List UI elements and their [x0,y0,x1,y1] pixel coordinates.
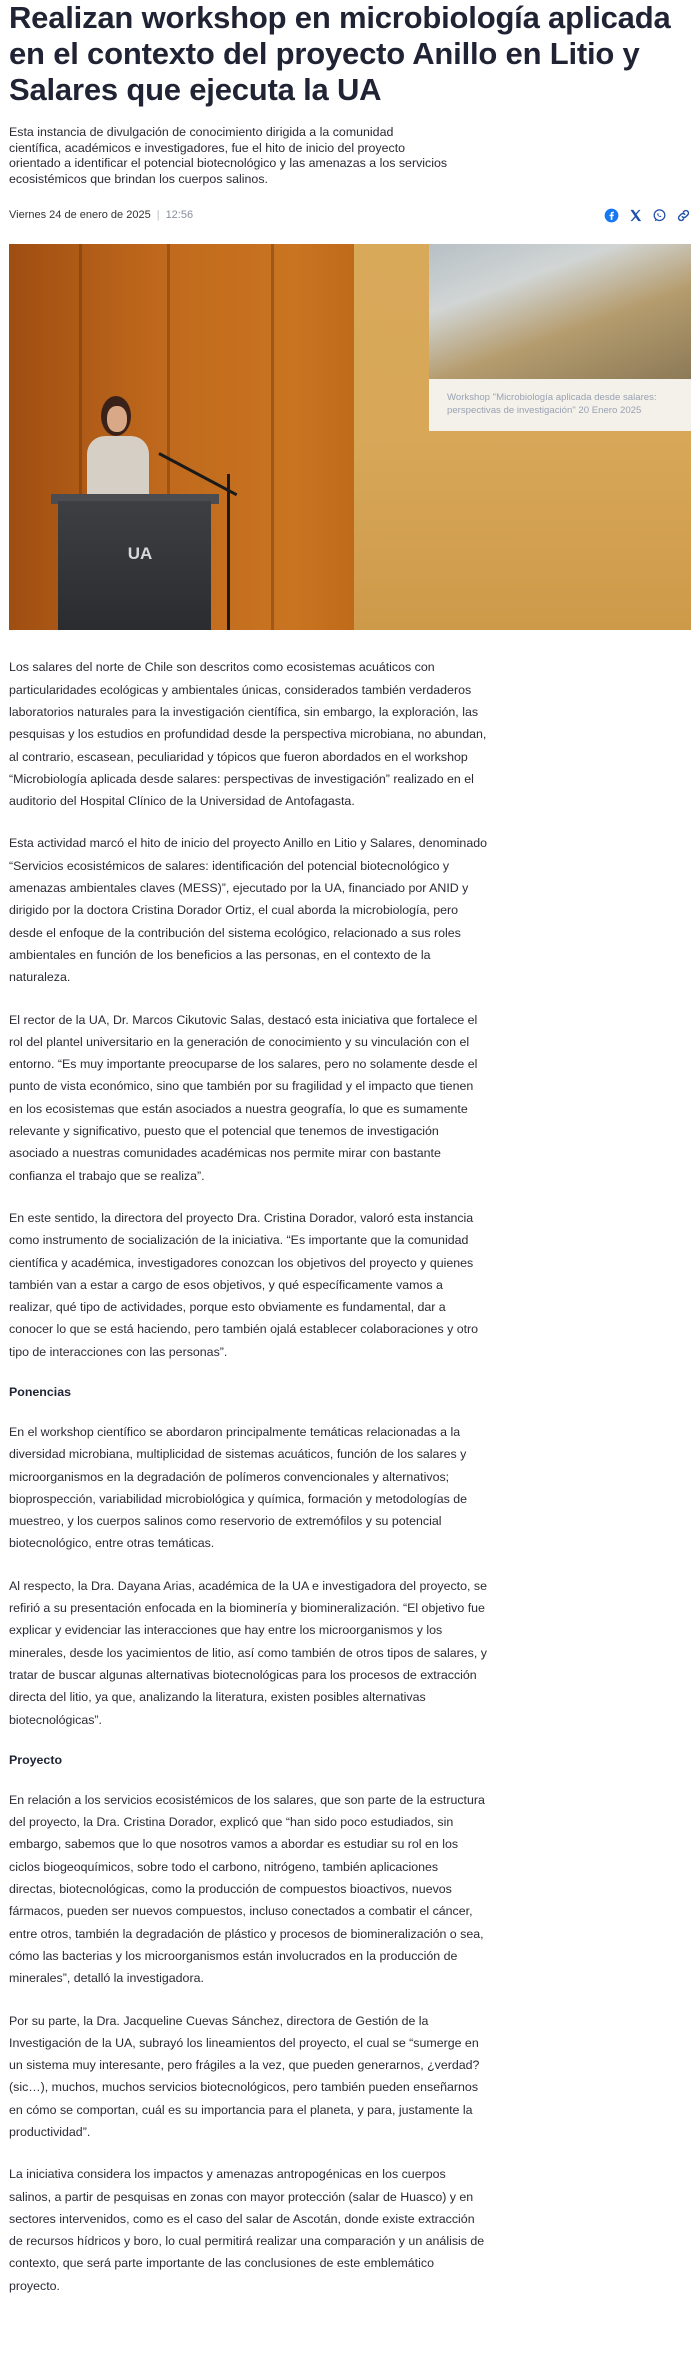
microphone-stand [227,474,230,630]
x-icon[interactable] [627,207,643,223]
share-bar [603,207,691,223]
section-heading: Proyecto [9,1752,63,1767]
slide-image [429,244,691,379]
article-lead: Esta instancia de divulgación de conocimiento dirigida a la comunidad científica, académicos e investigadores, fue el hito de inicio del proyecto orientado a identificar el potencial biotecnológico y las amenazas a los servicios ecosistémicos que brindan los cuerpos salinos. [9,125,448,186]
body-paragraph: El rector de la UA, Dr. Marcos Cikutovic Salas, destacó esta iniciativa que fortalece el rol del plantel universitario en la generación de conocimiento y su vinculación con el entorno. “Es muy importante preocuparse de los salares, pero no solamente desde el punto de vista económico, sino que también por su fragilidad y el impacto que tienen en los ecosistemas que están asociados a nuestra geografía, lo que es sumamente relevante y significativo, puesto que el potencial que tenemos de investigación asociado a nuestras comunidades académicas nos permite mirar con bastante confianza el trabajo que se realiza”. [9,1012,478,1183]
link-icon[interactable] [675,207,691,223]
article-meta [9,209,193,221]
body-paragraph: En el workshop científico se abordaron principalmente temáticas relacionadas a la diversidad microbiana, multiplicidad de sistemas acuáticos, función de los salares y microorganismos en la degradación de polímeros convencionales y alternativos; bioprospección, variabilidad microbiológica y química, formación y metodologías de muestreo, y los cuerpos salinos como reservorio de extremófilos y su potencial biotecnológico, entre otras temáticas. [9,1424,467,1551]
body-paragraph: La iniciativa considera los impactos y amenazas antropogénicas en los cuerpos salinos, a partir de pesquisas en zonas con mayor protección (salar de Huasco) y en sectores intervenidos, como es el caso del salar de Ascotán, donde existe extracción de recursos hídricos y boro, lo cual permitirá realizar una comparación y un análisis de contexto, que será parte importante de las conclusiones de este emblemático proyecto. [9,2167,485,2293]
meta-separator: | [156,209,160,222]
article-time: 12:56 [165,209,194,222]
slide-caption: Workshop "Microbiología aplicada desde salares: perspectivas de investigación" 20 Enero 2025 [429,379,691,431]
meta-row [9,207,691,223]
facebook-icon[interactable] [603,207,619,223]
whatsapp-icon[interactable] [651,207,667,223]
body-paragraph: Por su parte, la Dra. Jacqueline Cuevas Sánchez, directora de Gestión de la Investigación de la UA, subrayó los lineamientos del proyecto, el cual se “sumerge en un sistema muy interesante, pero frágiles a la vez, que pueden generarnos, ¿verdad? (sic…), muchos, muchos servicios biotecnológicos, pero también pueden enseñarnos en cómo se comportan, cuál es su importancia para el planeta, y para, justamente la productividad”. [9,2013,480,2139]
section-heading: Ponencias [9,1384,71,1399]
article-date: Viernes 24 de enero de 2025 [9,209,151,222]
body-paragraph: En relación a los servicios ecosistémicos de los salares, que son parte de la estructura del proyecto, la Dra. Cristina Dorador, explicó que “han sido poco estudiados, sin embargo, sabemos que lo que nosotros vamos a abordar es estudiar su rol en los ciclos biogeoquímicos, sobre todo el carbono, nitrógeno, también aplicaciones directas, biotecnológicas, como la producción de compuestos bioactivos, nuevos fármacos, pueden ser nuevos compuestos, incluso conectados a combatir el cáncer, entre otros, también la degradación de plástico y procesos de biomineralización o sea, cómo las bacterias y los microorganismos están involucrados en la producción de minerales”, detalló la investigadora. [9,1792,485,1986]
speaker-body [87,436,149,502]
body-paragraph: En este sentido, la directora del proyecto Dra. Cristina Dorador, valoró esta instancia como instrumento de socialización de la iniciativa. “Es importante que la comunidad científica y académica, investigadores conozcan los objetivos del proyecto y quienes también van a estar a cargo de esos objetivos, y qué específicamente vamos a realizar, qué tipo de actividades, porque esto obviamente es fundamental, dar a conocer lo que se está haciendo, pero también ojalá establecer colaboraciones y otro tipo de interacciones con las personas”. [9,1210,479,1359]
body-paragraph: Los salares del norte de Chile son descritos como ecosistemas acuáticos con particularidades ecológicas y ambientales únicas, considerados también verdaderos laboratorios naturales para la investigación científica, sin embargo, la exploración, las pesquisas y los estudios en profundidad desde la perspectiva microbiana, no abundan, al contrario, escasean, peculiaridad y tópicos que fueron abordados en el workshop “Microbiología aplicada desde salares: perspectivas de investigación” realizado en el auditorio del Hospital Clínico de la Universidad de Antofagasta. [9,660,487,809]
article-photo [9,244,691,630]
wall-panel-line [271,244,274,630]
article-body [9,656,487,2297]
body-paragraph: Al respecto, la Dra. Dayana Arias, académica de la UA e investigadora del proyecto, se refirió a su presentación enfocada en la biominería y biomineralización. “El objetivo fue explicar y evidenciar las interacciones que hay entre los microorganismos y los minerales, desde los yacimientos de litio, así como también de otros tipos de salares, y tratar de buscar algunas alternativas biotecnológicas para los procesos de extracción directa del litio, ya que, analizando la literatura, existen posibles alternativas biotecnológicas”. [9,1578,487,1727]
body-paragraph: Esta actividad marcó el hito de inicio del proyecto Anillo en Litio y Salares, denominado “Servicios ecosistémicos de salares: identificación del potencial biotecnológico y amenazas ambientales claves (MESS)”, ejecutado por la UA, financiado por ANID y dirigido por la doctora Cristina Dorador Ortiz, el cual aborda la microbiología, pero desde el enfoque de la contribución del sistema ecológico, relacionado a sus roles ambientales en función de los beneficios a las personas, en el contexto de la naturaleza. [9,836,488,985]
article-title: Realizan workshop en microbiología aplicada en el contexto del proyecto Anillo en Litio y Salares que ejecuta la UA [9,0,671,107]
podium-logo: UA [127,544,153,564]
speaker-face [107,406,127,432]
